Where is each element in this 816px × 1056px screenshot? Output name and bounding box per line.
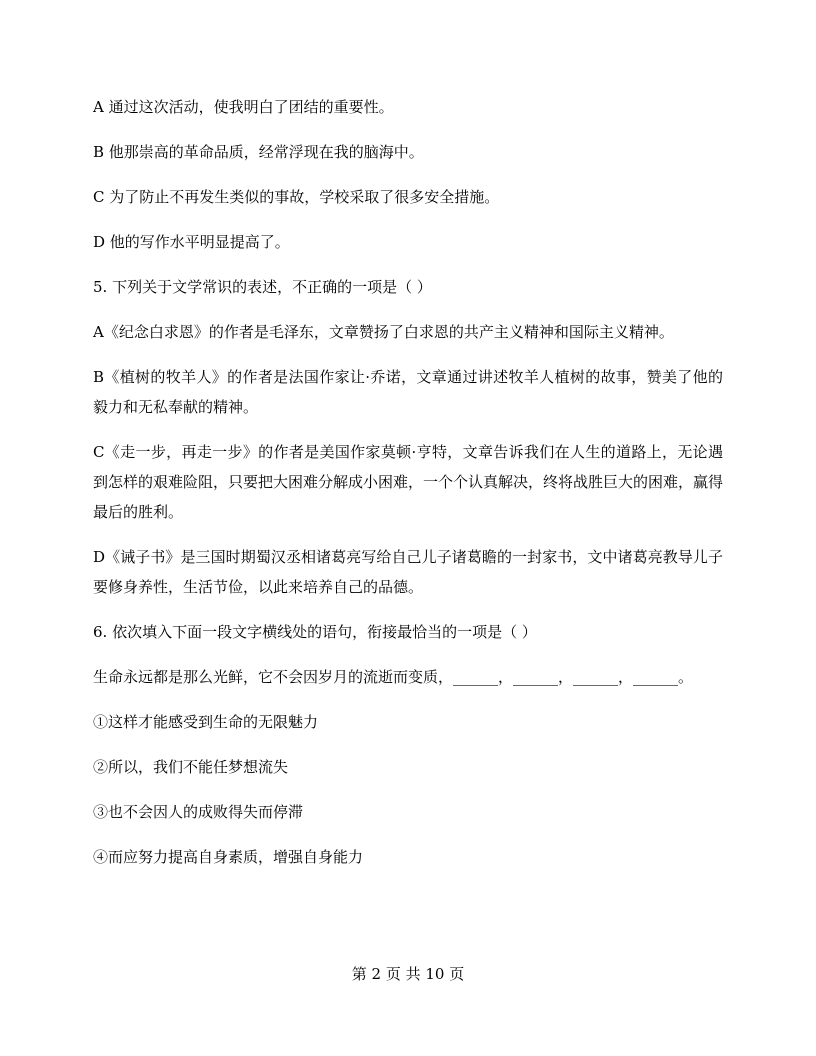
q5-option-c: C《走一步，再走一步》的作者是美国作家莫顿·亨特，文章告诉我们在人生的道路上，无论遇到怎样的艰难险阻，只要把大困难分解成小困难，一个个认真解决，终将战胜巨大的困难，赢得最后的胜利。 [93,443,724,521]
q5-option-a: A《纪念白求恩》的作者是毛泽东，文章赞扬了白求恩的共产主义精神和国际主义精神。 [93,323,674,341]
q5-option-b: B《植树的牧羊人》的作者是法国作家让·乔诺，文章通过讲述牧羊人植树的故事，赞美了他的毅力和无私奉献的精神。 [93,368,723,416]
q6-passage: 生命永远都是那么光鲜，它不会因岁月的流逝而变质，______，______，______，______。 [93,668,694,686]
question-5: 5. 下列关于文学常识的表述，不正确的一项是（ ） [93,278,432,296]
option-d-sentence: D 他的写作水平明显提高了。 [93,233,290,251]
q6-item-4: ④而应努力提高自身素质，增强自身能力 [93,848,364,866]
option-a-sentence: A 通过这次活动，使我明白了团结的重要性。 [93,98,394,116]
q5-option-d: D《诫子书》是三国时期蜀汉丞相诸葛亮写给自己儿子诸葛瞻的一封家书，文中诸葛亮教导儿子要修身养性，生活节俭，以此来培养自己的品德。 [93,548,723,596]
question-6: 6. 依次填入下面一段文字横线处的语句，衔接最恰当的一项是（ ） [93,623,537,641]
q6-item-3: ③也不会因人的成败得失而停滞 [93,803,304,821]
option-c-sentence: C 为了防止不再发生类似的事故，学校采取了很多安全措施。 [93,188,500,206]
q6-item-2: ②所以，我们不能任梦想流失 [93,758,289,776]
page-number-footer: 第 2 页 共 10 页 [351,965,465,983]
option-b-sentence: B 他那崇高的革命品质，经常浮现在我的脑海中。 [93,143,424,161]
page-content [93,92,723,887]
q6-item-1: ①这样才能感受到生命的无限魅力 [93,713,319,731]
